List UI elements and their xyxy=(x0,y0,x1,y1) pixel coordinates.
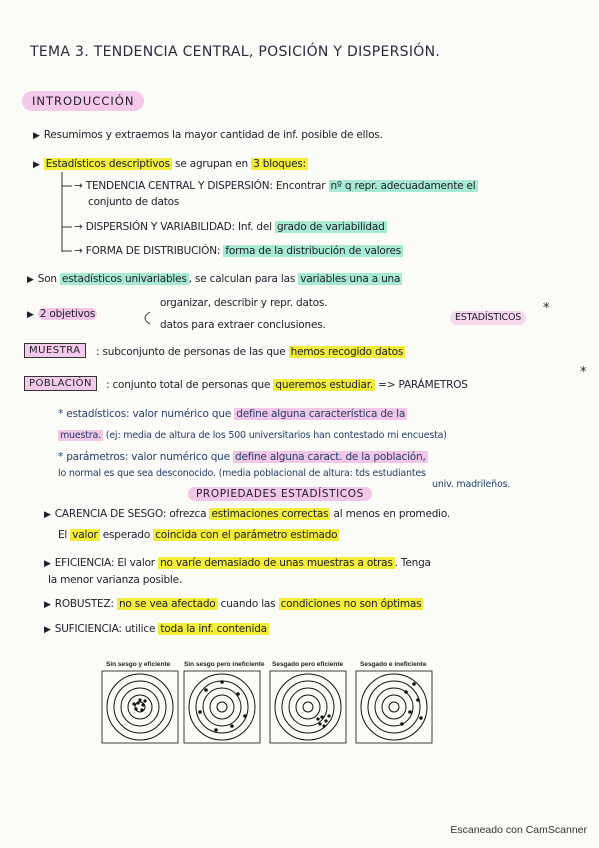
asterisk-icon: * xyxy=(543,301,550,316)
p2-b: la menor varianza posible. xyxy=(48,574,183,586)
bullet-icon: ▶ xyxy=(44,600,51,610)
arrow-right-icon: → xyxy=(74,221,83,233)
b2-highlight: grado de variabilidad xyxy=(276,221,385,233)
def1-b: muestra. xyxy=(60,430,101,441)
intro-label: INTRODUCCIÓN xyxy=(22,91,144,111)
line3-highlight2: variables una a una xyxy=(300,273,401,285)
poblacion-highlight: queremos estudiar. xyxy=(275,379,374,391)
p2-highlight: no varíe demasiado de unas muestras a otras xyxy=(160,557,393,569)
p1b-a: El xyxy=(58,529,68,541)
p1-text: ofrezca xyxy=(169,508,207,520)
line2-text: se agrupan en xyxy=(175,158,248,170)
target-caption-3: Sesgado pero eficiente xyxy=(272,661,344,668)
b3-highlight: forma de la distribución de valores xyxy=(225,245,402,257)
poblacion-text: : conjunto total de personas que xyxy=(106,379,271,391)
line3-a: Son xyxy=(37,273,57,285)
target-3 xyxy=(270,671,346,743)
objetivo-1: organizar, describir y repr. datos. xyxy=(160,297,328,309)
p2-text: El valor xyxy=(117,557,155,569)
p2-text2: . Tenga xyxy=(394,557,431,569)
b1-highlight: nº q repr. adecuadamente el xyxy=(330,180,476,192)
bullet-icon: ▶ xyxy=(27,310,34,320)
poblacion-label: POBLACIÓN xyxy=(24,376,97,391)
line2-highlight: Estadísticos descriptivos xyxy=(45,158,170,170)
parametros-label: => PARÁMETROS xyxy=(378,379,468,391)
target-1 xyxy=(102,671,178,743)
def2-c: univ. madrileños. xyxy=(432,479,511,490)
p2-label: EFICIENCIA: xyxy=(54,557,115,569)
def1-c: (ej: media de altura de los 500 universitarios han contestado mi encuesta) xyxy=(105,430,447,441)
p3-label: ROBUSTEZ: xyxy=(54,598,114,610)
estadisticos-label: ESTADÍSTICOS xyxy=(450,311,526,325)
line3-b: , se calculan para las xyxy=(188,273,296,285)
p4-label: SUFICIENCIA: xyxy=(54,623,122,635)
def1-a: * estadísticos: valor numérico que xyxy=(58,408,232,420)
footer-scanner-label: Escaneado con CamScanner xyxy=(450,824,587,836)
arrow-right-icon: → xyxy=(74,180,83,192)
target-2 xyxy=(184,671,260,743)
bullet-icon: ▶ xyxy=(27,275,34,285)
p3-highlight: no se vea afectado xyxy=(118,598,216,610)
bullet-icon: ▶ xyxy=(33,160,40,170)
p1b-highlight2: coincida con el parámetro estimado xyxy=(155,529,338,541)
b1-label: TENDENCIA CENTRAL Y DISPERSIÓN: xyxy=(85,180,273,192)
def1-highlight: define alguna característica de la xyxy=(236,408,406,420)
line3-highlight: estadísticos univariables xyxy=(62,273,187,285)
p4-text: utilice xyxy=(124,623,156,635)
target-caption-2: Sin sesgo pero ineficiente xyxy=(184,661,265,668)
b2-text: Inf. del xyxy=(238,221,272,233)
p3-highlight2: condiciones no son óptimas xyxy=(280,598,422,610)
p1b-highlight: valor xyxy=(72,529,98,541)
b1-text2: conjunto de datos xyxy=(88,196,180,208)
muestra-text: : subconjunto de personas de las que xyxy=(96,346,286,358)
target-4 xyxy=(356,671,432,743)
asterisk-icon: * xyxy=(580,365,587,380)
muestra-label: MUESTRA xyxy=(24,343,86,358)
arrow-right-icon: → xyxy=(74,245,83,257)
p4-highlight: toda la inf. contenida xyxy=(160,623,267,635)
properties-title: PROPIEDADES ESTADÍSTICOS xyxy=(188,487,372,501)
bullet-icon: ▶ xyxy=(44,625,51,635)
p1-label: CARENCIA DE SESGO: xyxy=(54,508,167,520)
bullet-icon: ▶ xyxy=(44,559,51,569)
objetivos-label: 2 objetivos xyxy=(39,308,96,320)
def2-a: * parámetros: valor numérico que xyxy=(58,451,230,463)
b2-label: DISPERSIÓN Y VARIABILIDAD: xyxy=(85,221,235,233)
muestra-highlight: hemos recogido datos xyxy=(290,346,404,358)
bullet-icon: ▶ xyxy=(44,510,51,520)
target-caption-1: Sin sesgo y eficiente xyxy=(106,661,171,668)
b3-label: FORMA DE DISTRIBUCIÓN: xyxy=(85,245,221,257)
p1b-b: esperado xyxy=(102,529,151,541)
bullet-icon: ▶ xyxy=(33,131,40,141)
p1-text2: al menos en promedio. xyxy=(333,508,451,520)
p3-text: cuando las xyxy=(220,598,276,610)
page-title: TEMA 3. TENDENCIA CENTRAL, POSICIÓN Y DISPERSIÓN. xyxy=(30,44,441,60)
b1-text: Encontrar xyxy=(275,180,326,192)
target-caption-4: Sesgado e ineficiente xyxy=(360,661,427,668)
objetivo-2: datos para extraer conclusiones. xyxy=(160,319,326,331)
line2-highlight2: 3 bloques: xyxy=(253,158,306,170)
def2-highlight: define alguna caract. de la población, xyxy=(235,451,426,463)
line1-text: Resumimos y extraemos la mayor cantidad de inf. posible de ellos. xyxy=(43,129,383,141)
def2-b: lo normal es que sea desconocido. (media poblacional de altura: tds estudiantes xyxy=(58,468,426,479)
p1-highlight: estimaciones correctas xyxy=(211,508,329,520)
